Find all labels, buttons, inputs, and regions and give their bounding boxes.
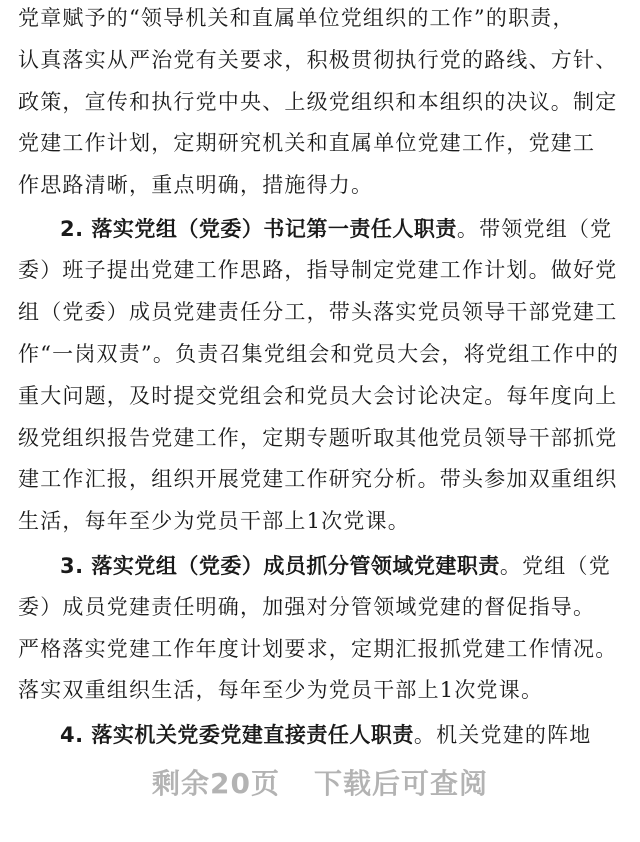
- body-text-line: 生活，每年至少为党员干部上1次党课。: [18, 509, 410, 533]
- body-text-line: 作“一岗双责”。负责召集党组会和党员大会，将党组工作中的: [18, 342, 620, 366]
- section-3-heading: 3. 落实党组（党委）成员抓分管领域党建职责: [60, 554, 500, 578]
- body-text-line: 认真落实从严治党有关要求，积极贯彻执行党的路线、方针、: [18, 48, 618, 72]
- body-text-line: 重大问题，及时提交党组会和党员大会讨论决定。每年度向上: [18, 384, 618, 408]
- section-2-heading: 2. 落实党组（党委）书记第一责任人职责: [60, 217, 457, 241]
- section-3-first-line: [60, 556, 611, 577]
- section-4-heading: 4. 落实机关党委党建直接责任人职责: [60, 723, 414, 747]
- body-text-line: 政策，宣传和执行党中央、上级党组织和本组织的决议。制定: [18, 90, 618, 114]
- body-text-line: 党建工作计划，定期研究机关和直属单位党建工作，党建工: [18, 131, 596, 155]
- body-text-line: 作思路清晰，重点明确，措施得力。: [18, 173, 374, 197]
- section-3-text: 。党组（党: [499, 554, 611, 578]
- body-text-line: 党章赋予的“领导机关和直属单位党组织的工作”的职责，: [18, 6, 575, 30]
- body-text-span: 班子提出党建工作思路，指导制定党建工作计划。做好党: [62, 258, 618, 282]
- body-text-line: 级党组织报告党建工作，定期专题听取其他党员领导干部抓党: [18, 426, 618, 450]
- body-text-line: 委）成员党建责任明确，加强对分管领域党建的督促指导。: [18, 595, 596, 619]
- body-text-line: 建工作汇报，组织开展党建工作研究分析。带头参加双重组织: [18, 467, 618, 491]
- body-text-line: 严格落实党建工作年度计划要求，定期汇报抓党建工作情况。: [18, 637, 618, 661]
- section-4-first-line: [60, 725, 592, 746]
- body-text-line: 组（党委）成员党建责任分工，带头落实党员领导干部党建工: [18, 300, 618, 324]
- body-text-line: [18, 260, 617, 281]
- download-to-view-label: 下载后可查阅: [313, 767, 488, 800]
- section-4-text: 。机关党建的阵地: [413, 723, 592, 747]
- body-text-line: 落实双重组织生活，每年至少为党员干部上1次党课。: [18, 678, 544, 702]
- download-notice[interactable]: [0, 762, 640, 802]
- remaining-pages-label: 剩余20页: [152, 767, 280, 800]
- section-2-continuation: 委）: [18, 258, 63, 282]
- section-2-first-line: [60, 219, 612, 240]
- section-2-text: 。带领党组（党: [456, 217, 613, 241]
